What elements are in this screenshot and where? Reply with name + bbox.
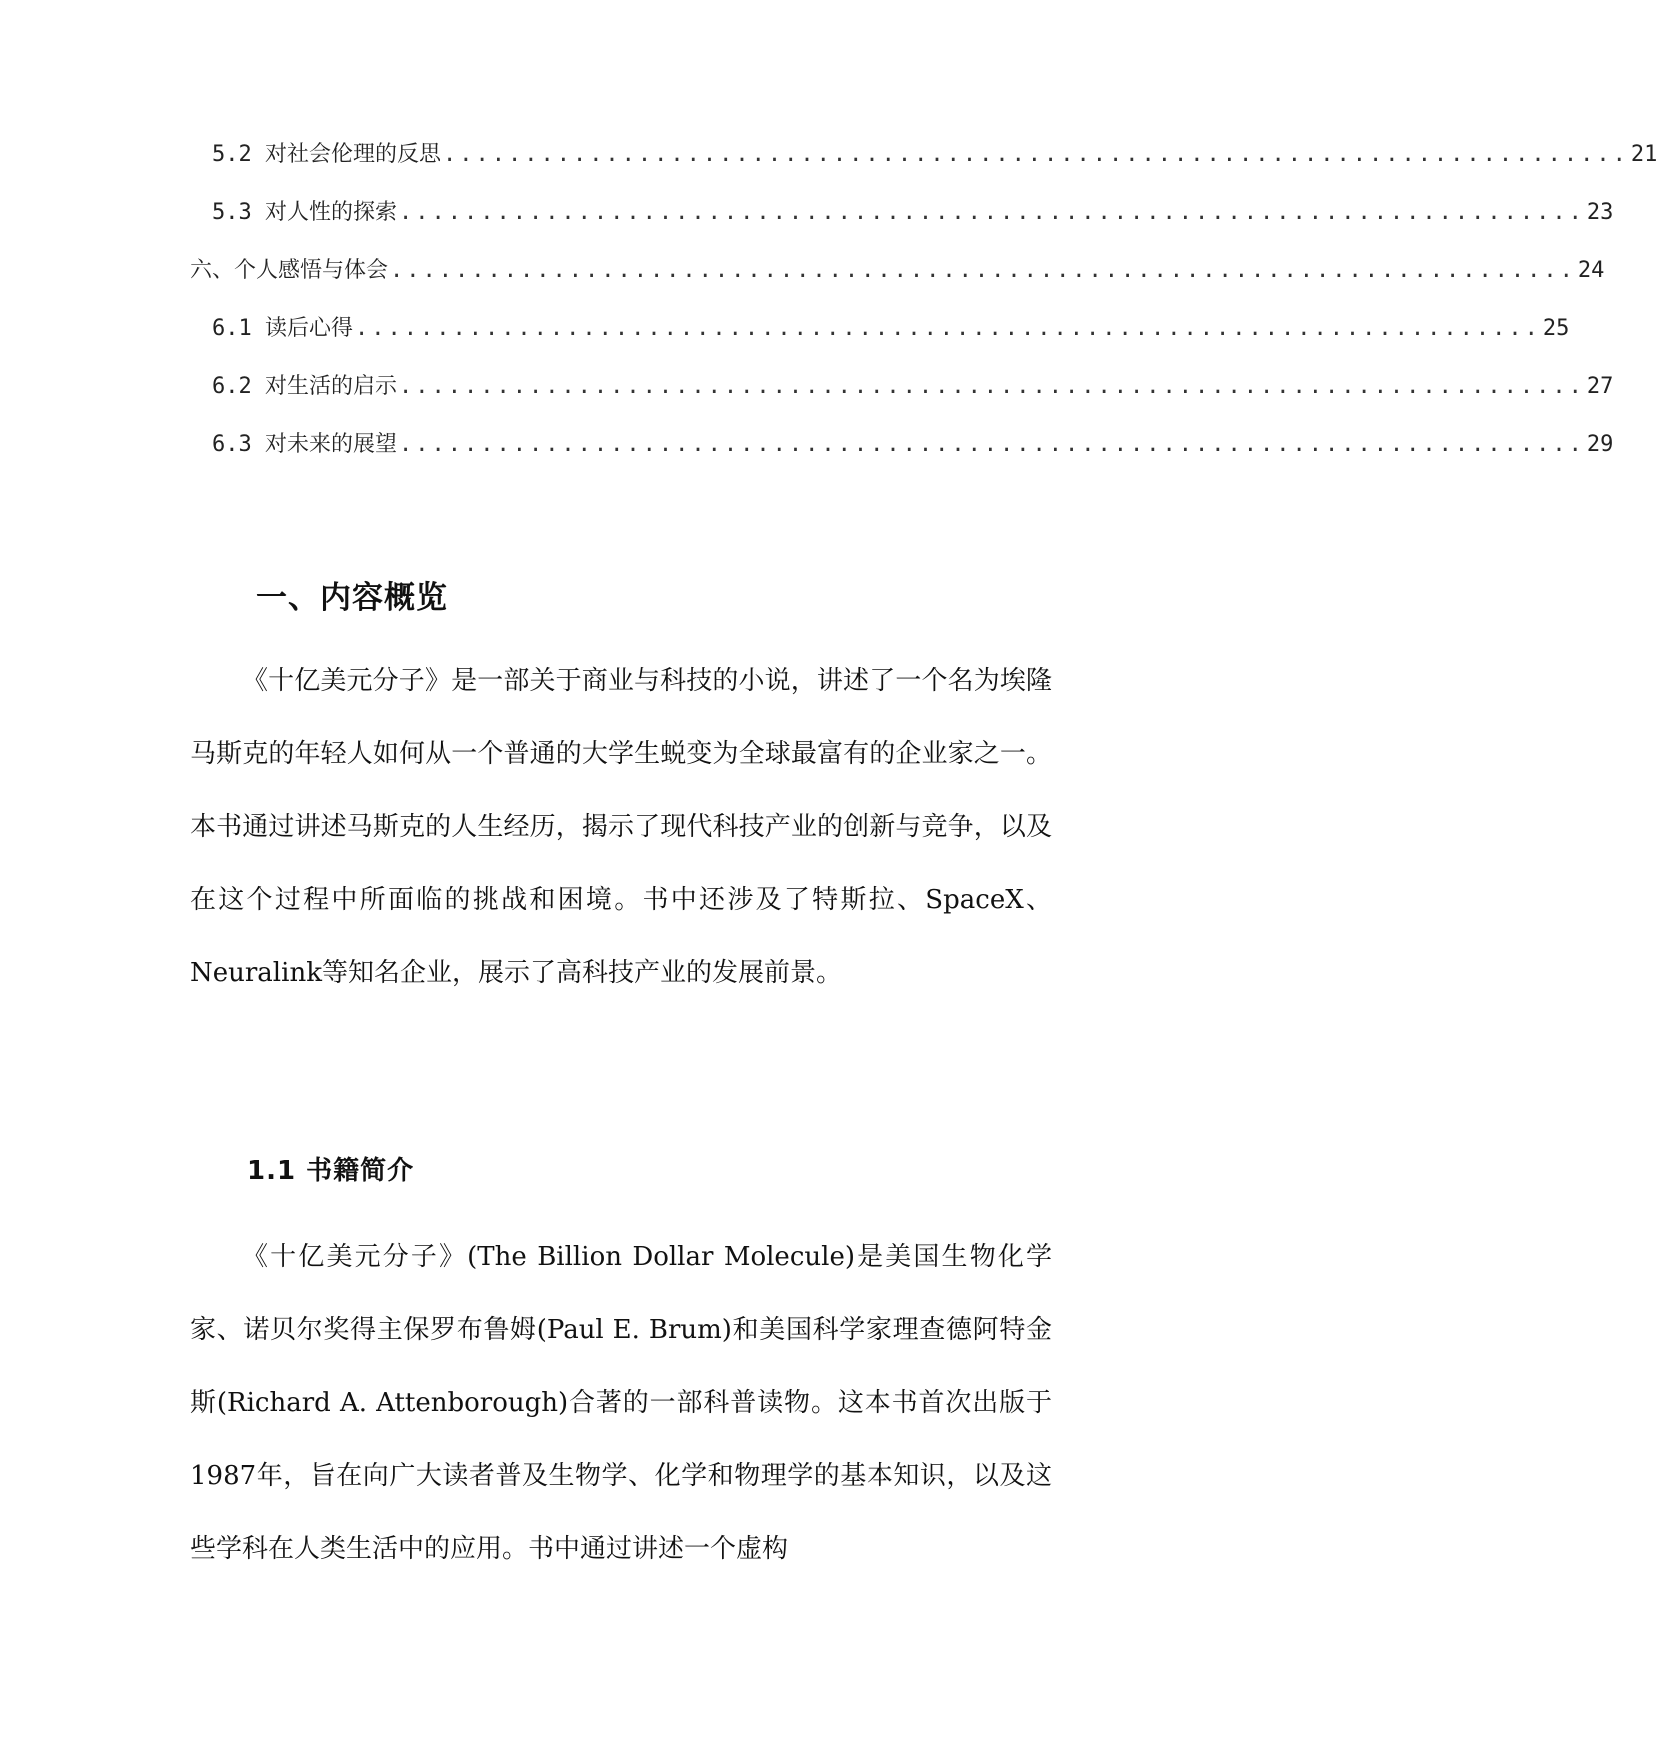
toc-entry-page: 25 bbox=[1542, 316, 1570, 341]
toc-entry[interactable] bbox=[190, 253, 1605, 283]
toc-entry-title: 6.3 对未来的展望 bbox=[212, 432, 397, 457]
section-paragraph: 《十亿美元分子》是一部关于商业与科技的小说，讲述了一个名为埃隆马斯克的年轻人如何从一个普通的大学生蜕变为全球最富有的企业家之一。本书通过讲述马斯克的人生经历，揭示了现代科技产业的创新与竞争，以及在这个过程中所面临的挑战和困境。书中还涉及了特斯拉、SpaceX、Neuralink等知名企业，展示了高科技产业的发展前景。 bbox=[190, 666, 1052, 988]
section-heading: 一、内容概览 bbox=[256, 580, 448, 616]
toc-dot-leader: ......................................................................... bbox=[390, 258, 1576, 283]
toc-entry-page: 23 bbox=[1586, 200, 1614, 225]
toc-entry-title: 5.2 对社会伦理的反思 bbox=[212, 142, 441, 167]
subsection-paragraph: 《十亿美元分子》(The Billion Dollar Molecule)是美国生物化学家、诺贝尔奖得主保罗布鲁姆(Paul E. Brum)和美国科学家理查德阿特金斯(Richard A. Attenborough)合著的一部科普读物。这本书首次出版于1987年，旨在向广大读者普及生物学、化学和物理学的基本知识，以及这些学科在人类生活中的应用。书中通过讲述一个虚构 bbox=[190, 1242, 1052, 1564]
toc-dot-leader: ......................................................................... bbox=[398, 200, 1585, 225]
toc-dot-leader: ......................................................................... bbox=[398, 432, 1585, 457]
toc-entry-title: 6.1 读后心得 bbox=[212, 316, 353, 341]
toc-entry-title: 5.3 对人性的探索 bbox=[212, 200, 397, 225]
toc-entry[interactable] bbox=[212, 427, 1614, 457]
toc-entry-page: 27 bbox=[1586, 374, 1614, 399]
toc-entry[interactable] bbox=[212, 369, 1614, 399]
toc-entry-title: 6.2 对生活的启示 bbox=[212, 374, 397, 399]
toc-entry[interactable] bbox=[212, 137, 1657, 167]
toc-entry[interactable] bbox=[212, 195, 1614, 225]
toc-entry-page: 29 bbox=[1586, 432, 1614, 457]
toc-dot-leader: ......................................................................... bbox=[354, 316, 1541, 341]
toc-dot-leader: ......................................................................... bbox=[442, 142, 1629, 167]
toc-entry-title: 六、个人感悟与体会 bbox=[190, 258, 389, 283]
toc-entry-page: 24 bbox=[1577, 258, 1605, 283]
toc-entry[interactable] bbox=[212, 311, 1570, 341]
toc-dot-leader: ......................................................................... bbox=[398, 374, 1585, 399]
subsection-heading: 1.1 书籍简介 bbox=[247, 1156, 415, 1186]
toc-entry-page: 21 bbox=[1630, 142, 1657, 167]
